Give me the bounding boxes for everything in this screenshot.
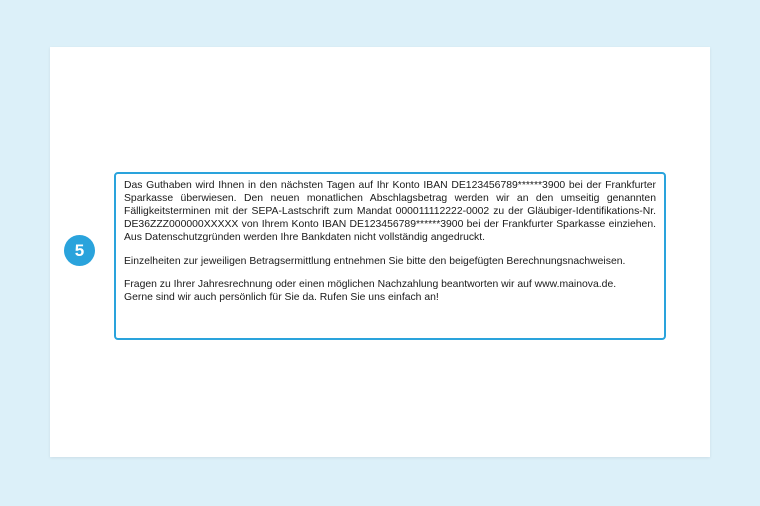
calculation-details-paragraph: Einzelheiten zur jeweiligen Betragsermittlung entnehmen Sie bitte den beigefügten Berechnungsnachweisen.	[124, 255, 626, 267]
highlighted-text-section	[114, 172, 666, 340]
contact-line-1: Fragen zu Ihrer Jahresrechnung oder einen möglichen Nachzahlung beantworten wir auf www.mainova.de.	[124, 279, 617, 290]
contact-paragraph	[124, 278, 656, 304]
step-number-badge: 5	[64, 235, 95, 266]
refund-paragraph: Das Guthaben wird Ihnen in den nächsten Tagen auf Ihr Konto IBAN DE123456789******3900 bei der Frankfurter Sparkasse überwiesen. Den neuen monatlichen Abschlagsbetrag werden wir an den umseitig genannten Fälligkeitsterminen mit der SEPA-Lastschrift zum Mandat 000011112222-0002 zu der Gläubiger-Identifikations-Nr. DE36ZZZ000000XXXXX von Ihrem Konto IBAN DE123456789******3900 bei der Frankfurter Sparkasse einziehen. Aus Datenschutzgründen werden Ihre Bankdaten nicht vollständig angedruckt.	[124, 180, 656, 243]
contact-line-2: Gerne sind wir auch persönlich für Sie da. Rufen Sie uns einfach an!	[124, 292, 439, 303]
